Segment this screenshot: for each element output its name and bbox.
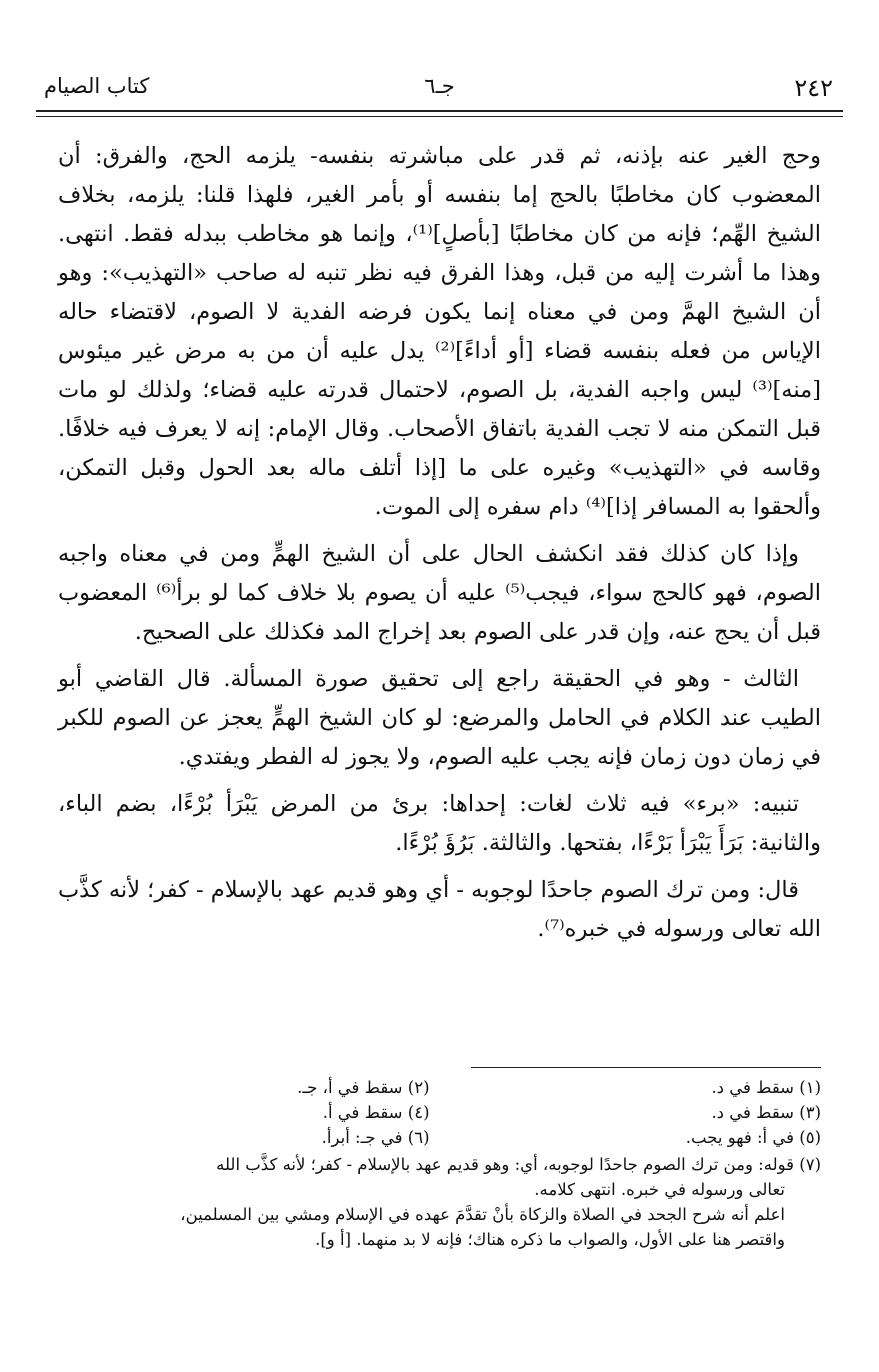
footnote: (٣) سقط في د. — [711, 1103, 821, 1122]
footnote: (٤) سقط في أ. — [322, 1103, 430, 1122]
footnote-long — [58, 1152, 821, 1252]
footnote-line: اعلم أنه شرح الجحد في الصلاة والزكاة بأنْ تقدَّمَ عهده في الإسلام ومشي بين المسلمين، — [180, 1205, 785, 1224]
header-rule-thin — [36, 116, 843, 117]
running-header — [40, 68, 839, 108]
paragraph: تنبيه: «برء» فيه ثلاث لغات: إحداها: برئ من المرض يَبْرَأ بُرْءًا، بضم الباء، والثانية: بَرَأَ يَبْرَأ بَرْءًا، بفتحها. والثالثة. بَرُؤَ بُرْءًا. — [58, 791, 821, 856]
footnote-separator — [471, 1067, 821, 1068]
book-title: كتاب الصيام — [44, 74, 150, 98]
footnote: (٦) في جـ: أبرأ. — [321, 1128, 430, 1147]
paragraph: قال: ومن ترك الصوم جاحدًا لوجوبه - أي وهو قديم عهد بالإسلام - كفر؛ لأنه كذَّب الله تعالى ورسوله في خبره⁽⁷⁾. — [58, 877, 821, 942]
main-text — [58, 137, 821, 957]
paragraph: وحج الغير عنه بإذنه، ثم قدر على مباشرته بنفسه- يلزمه الحج، والفرق: أن المعضوب كان مخاطبًا بالحج إما بنفسه أو بأمر الغير، فلهذا قلنا: يلزمه، بخلاف الشيخ الهِّم؛ فإنه من كان مخاطبًا [بأصلٍ]⁽¹⁾، وإنما هو مخاطب ببدله فقط. انتهى. وهذا ما أشرت إليه من قبل، وهذا الفرق فيه نظر تنبه له صاحب «التهذيب»: وهو أن الشيخ الهمَّ ومن في معناه إنما يكون فرضه الفدية لا الصوم، لاقتضاء حاله الإياس من فعله بنفسه قضاء [أو أداءً]⁽²⁾ يدل عليه أن من به مرض غير ميئوس [منه]⁽³⁾ ليس واجبه الفدية، بل الصوم، لاحتمال قدرته عليه قضاء؛ ولذلك لو مات قبل التمكن منه لا تجب الفدية باتفاق الأصحاب. وقال الإمام: إنه لا يعرف فيه خلافًا. وقاسه في «التهذيب» وغيره على ما [إذا أتلف ماله بعد الحول وقبل التمكن، وألحقوا به المسافر إذا]⁽⁴⁾ دام سفره إلى الموت. — [58, 143, 822, 520]
volume-label: جـ٦ — [424, 74, 455, 98]
page-number: ٢٤٢ — [794, 74, 833, 102]
footnote-line: واقتصر هنا على الأول، والصواب ما ذكره هناك؛ فإنه لا بد منهما. [أ و]. — [315, 1230, 785, 1249]
footnote: (١) سقط في د. — [711, 1078, 821, 1097]
footnote-line: تعالى ورسوله في خبره. انتهى كلامه. — [534, 1180, 785, 1199]
paragraph: الثالث - وهو في الحقيقة راجع إلى تحقيق صورة المسألة. قال القاضي أبو الطيب عند الكلام في الحامل والمرضع: لو كان الشيخ الهمٍّ يعجز عن الصوم للكبر في زمان دون زمان فإنه يجب عليه الصوم، ولا يجوز له الفطر ويفتدي. — [58, 666, 821, 770]
footnote-line: (٧) قوله: ومن ترك الصوم جاحدًا لوجوبه، أي: وهو قديم عهد بالإسلام - كفر؛ لأنه كذَّب الله — [216, 1155, 821, 1174]
footnote: (٥) في أ: فهو يجب. — [685, 1128, 821, 1147]
paragraph: وإذا كان كذلك فقد انكشف الحال على أن الشيخ الهمٍّ ومن في معناه واجبه الصوم، فهو كالحج سواء، فيجب⁽⁵⁾ عليه أن يصوم بلا خلاف كما لو برأ⁽⁶⁾ المعضوب قبل أن يحج عنه، وإن قدر على الصوم بعد إخراج المد فكذلك على الصحيح. — [58, 541, 821, 645]
footnote: (٢) سقط في أ، جـ. — [297, 1078, 430, 1097]
header-rule-thick — [36, 110, 843, 112]
footnotes — [58, 1075, 821, 1252]
